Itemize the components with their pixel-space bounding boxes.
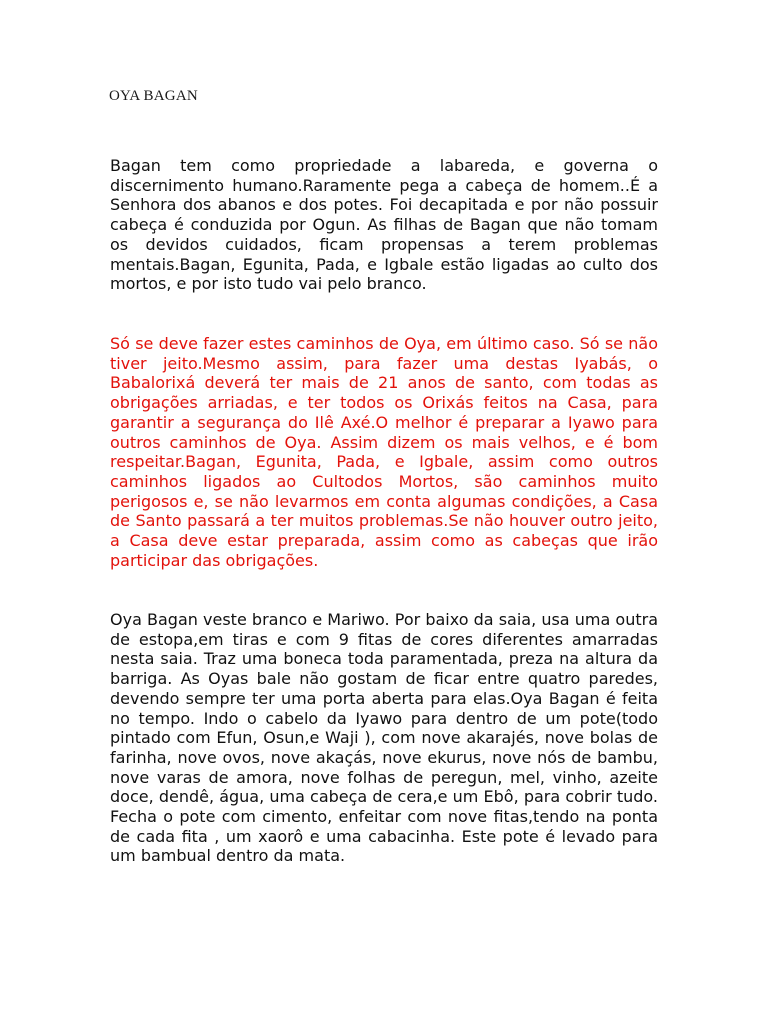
document-title: OYA BAGAN [109, 88, 198, 104]
paragraph-ritual: Oya Bagan veste branco e Mariwo. Por baixo da saia, usa uma outra de estopa,em tiras e com 9 fitas de cores diferentes amarradas nesta saia. Traz uma boneca toda paramentada, preza na altura da barriga. As Oyas bale não gostam de ficar entre quatro paredes, devendo sempre ter uma porta aberta para elas.Oya Bagan é feita no tempo. Indo o cabelo da Iyawo para dentro de um pote(todo pintado com Efun, Osun,e Waji ), com nove akarajés, nove bolas de farinha, nove ovos, nove akaçás, nove ekurus, nove nós de bambu, nove varas de amora, nove folhas de peregun, mel, vinho, azeite doce, dendê, água, uma cabeça de cera,e um Ebô, para cobrir tudo. Fecha o pote com cimento, enfeitar com nove fitas,tendo na ponta de cada fita , um xaorô e uma cabacinha. Este pote é levado para um bambual dentro da mata. [110, 610, 658, 866]
paragraph-warning: Só se deve fazer estes caminhos de Oya, em último caso. Só se não tiver jeito.Mesmo assim, para fazer uma destas Iyabás, o Babalorixá deverá ter mais de 21 anos de santo, com todas as obrigações arriadas, e ter todos os Orixás feitos na Casa, para garantir a segurança do Ilê Axé.O melhor é preparar a Iyawo para outros caminhos de Oya. Assim dizem os mais velhos, e é bom respeitar.Bagan, Egunita, Pada, e Igbale, assim como outros caminhos ligados ao Cultodos Mortos, são caminhos muito perigosos e, se não levarmos em conta algumas condições, a Casa de Santo passará a ter muitos problemas.Se não houver outro jeito, a Casa deve estar preparada, assim como as cabeças que irão participar das obrigações. [110, 334, 658, 570]
paragraph-bagan-description: Bagan tem como propriedade a labareda, e governa o discernimento humano.Raramente pega a cabeça de homem..É a Senhora dos abanos e dos potes. Foi decapitada e por não possuir cabeça é conduzida por Ogun. As filhas de Bagan que não tomam os devidos cuidados, ficam propensas a terem problemas mentais.Bagan, Egunita, Pada, e Igbale estão ligadas ao culto dos mortos, e por isto tudo vai pelo branco. [110, 156, 658, 294]
